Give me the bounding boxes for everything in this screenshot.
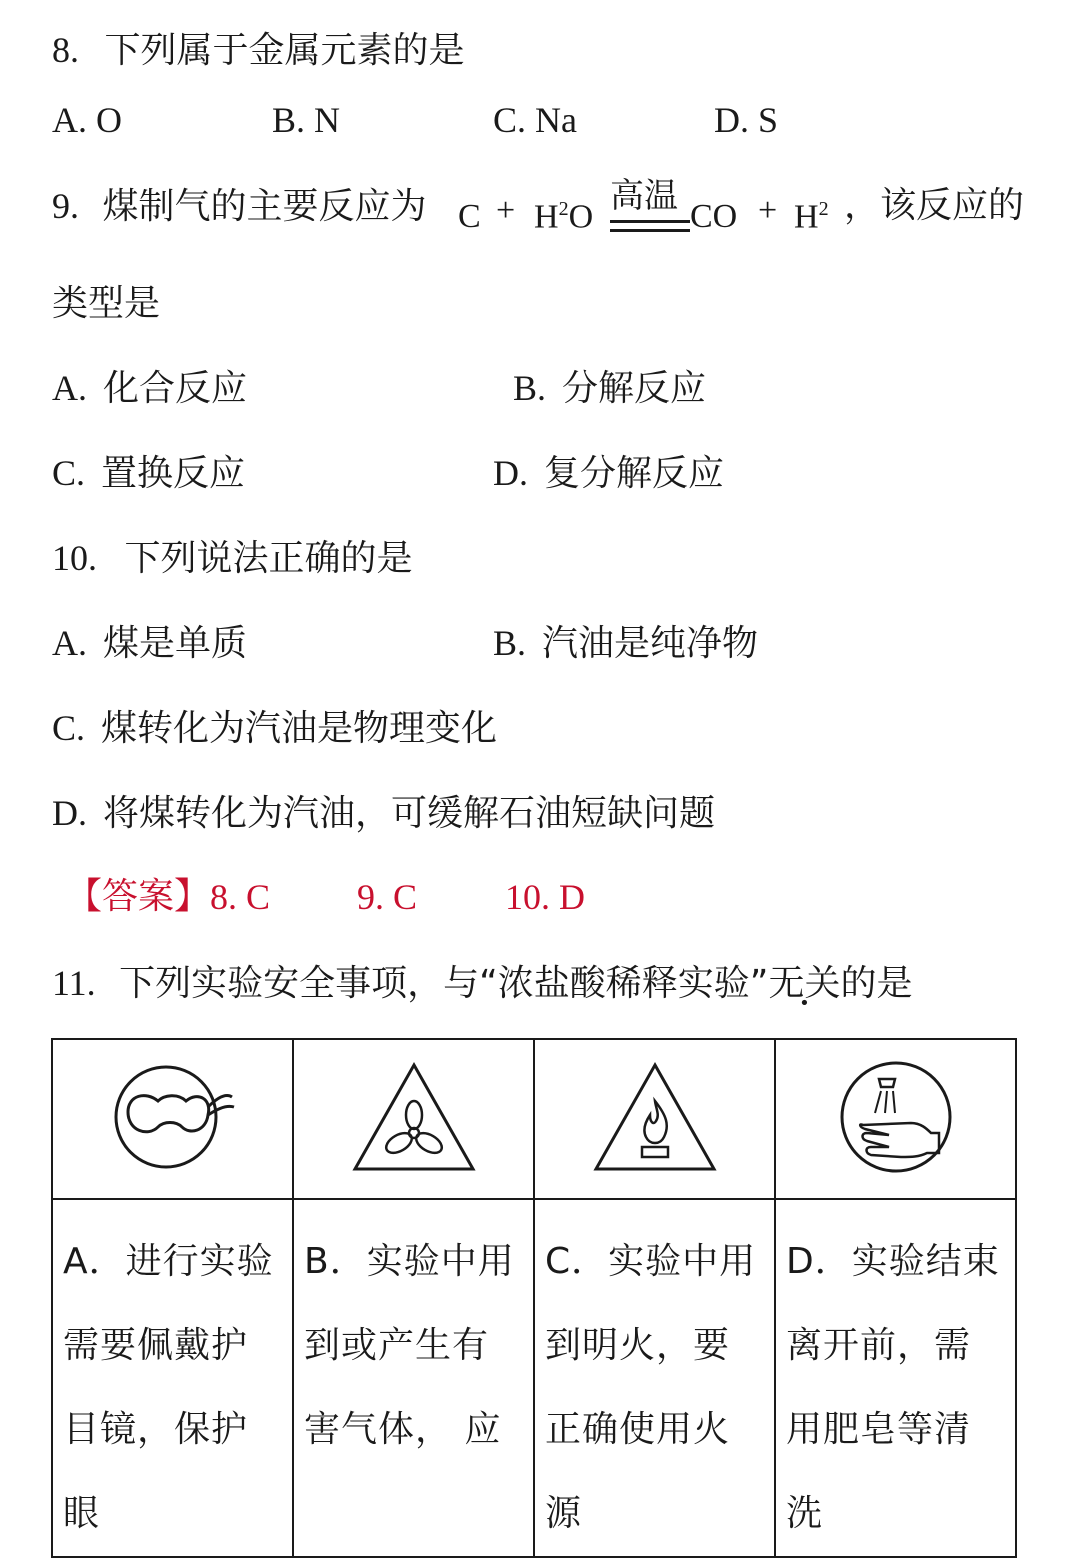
goggles-icon	[108, 1057, 238, 1177]
question-number: 10.	[52, 538, 97, 578]
q9-option-b: B. 分解反应	[513, 368, 707, 409]
question-8	[52, 28, 464, 73]
question-stem-tail: ，该反应的	[844, 185, 1025, 226]
q9-option-c: C. 置换反应	[52, 453, 246, 494]
flame-warning-icon	[590, 1057, 720, 1177]
question-stem-line2: 类型是	[52, 283, 161, 324]
question-number: 8.	[52, 30, 79, 70]
q10-option-a: A. 煤是单质	[52, 623, 248, 664]
table-cell-icon-c	[534, 1039, 775, 1199]
reactant-water: $H_2O$	[534, 198, 594, 236]
question-number: 11.	[52, 963, 96, 1003]
question-stem: 煤制气的主要反应为	[102, 186, 427, 227]
table-cell-text-a: A．进行实验需要佩戴护目镜，保护眼	[52, 1199, 293, 1557]
table-cell-icon-d	[775, 1039, 1016, 1199]
table-cell-text-d: D．实验结束离开前，需用肥皂等清洗	[775, 1199, 1016, 1557]
q9-option-a: A. 化合反应	[52, 368, 248, 409]
answer-label: 【答案】	[66, 876, 211, 917]
emphasized-text: 无关	[768, 963, 841, 1004]
q8-option-b: B. N	[272, 100, 341, 140]
equals-double-line	[610, 220, 690, 232]
answer-item: 10. D	[505, 877, 585, 917]
q8-option-c: C. Na	[493, 100, 577, 140]
reaction-condition: 高温	[610, 176, 678, 216]
table-cell-icon-b	[293, 1039, 534, 1199]
question-stem: 下列属于金属元素的是	[104, 30, 465, 71]
reactant-c: C	[458, 198, 481, 235]
answer-item: 9. C	[357, 877, 418, 917]
question-stem: 下列实验安全事项，与“浓盐酸稀释实验”	[119, 963, 769, 1004]
q8-option-a: A. O	[52, 100, 122, 140]
table-cell-text-b: B．实验中用到或产生有害气体， 应	[293, 1199, 534, 1557]
product-co: CO	[690, 198, 738, 235]
table-cell-icon-a	[52, 1039, 293, 1199]
question-9	[52, 184, 426, 229]
question-11: 11. 下列实验安全事项，与“浓盐酸稀释实验”无关的是	[52, 963, 913, 1004]
answer-item: 8. C	[210, 877, 271, 917]
q10-option-c: C. 煤转化为汽油是物理变化	[52, 708, 498, 749]
plus-sign: +	[496, 192, 516, 229]
q9-option-d: D. 复分解反应	[493, 453, 725, 494]
question-number: 9.	[52, 186, 79, 226]
question-10	[52, 536, 412, 581]
fan-warning-icon	[349, 1057, 479, 1177]
product-hydrogen: $H_2$	[794, 198, 829, 236]
q10-option-d: D. 将煤转化为汽油，可缓解石油短缺问题	[52, 793, 716, 834]
hand-wash-icon	[831, 1057, 961, 1177]
q10-option-b: B. 汽油是纯净物	[493, 623, 759, 664]
question-stem: 下列说法正确的是	[124, 538, 413, 579]
table-cell-text-c: C．实验中用到明火，要正确使用火源	[534, 1199, 775, 1557]
safety-table	[51, 1038, 1017, 1558]
plus-sign: +	[758, 192, 778, 229]
q8-option-d: D. S	[714, 100, 779, 140]
